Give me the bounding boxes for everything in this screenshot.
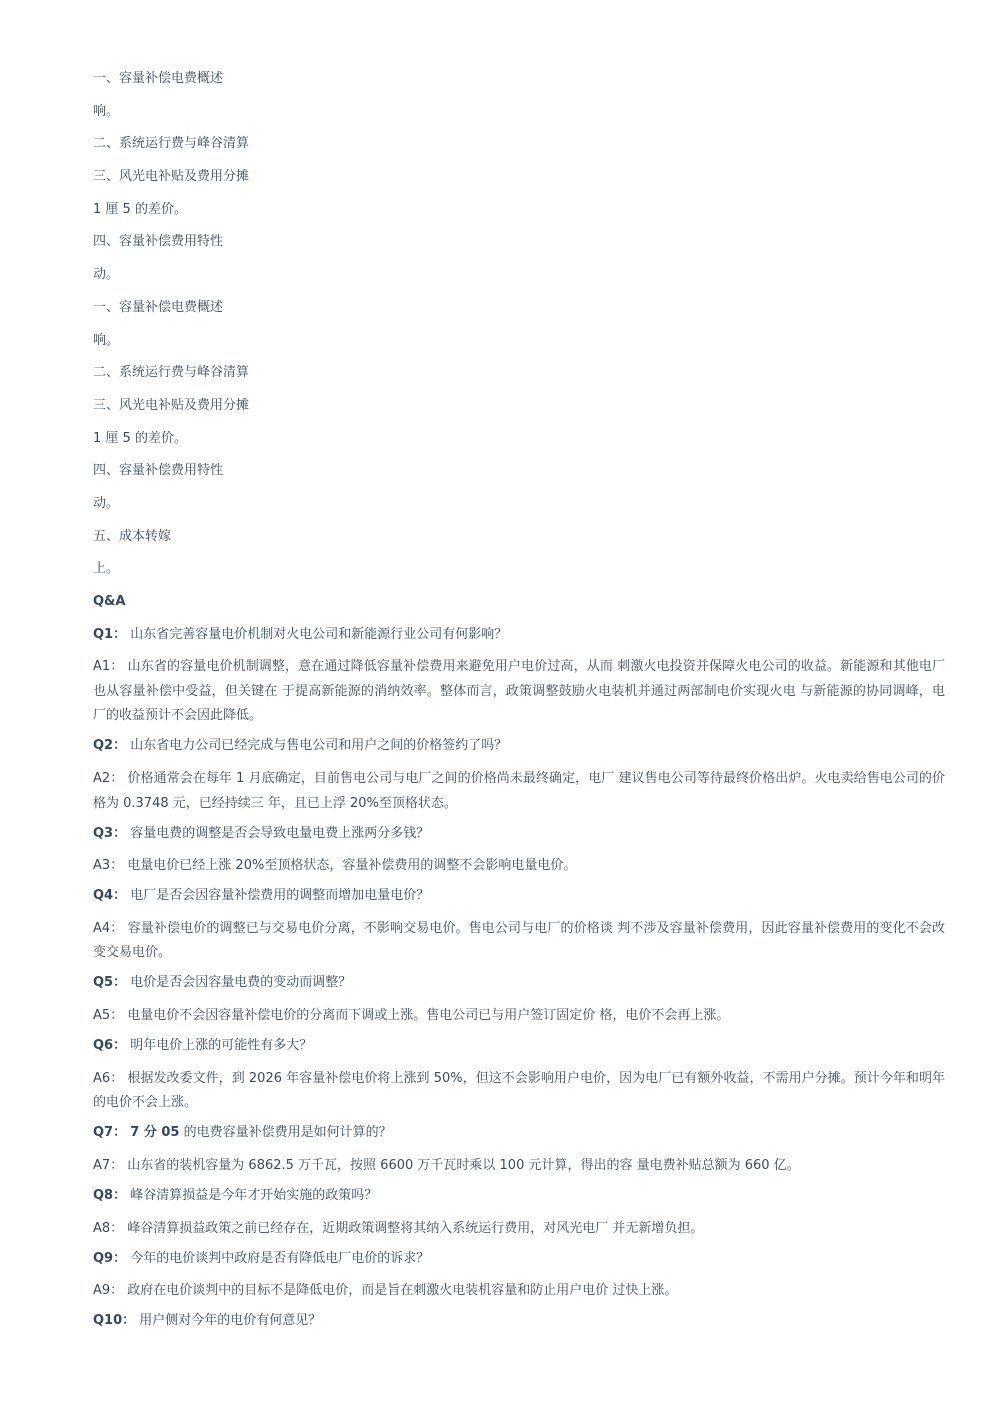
document-body <box>93 70 945 1345</box>
question-label: Q6： <box>93 1038 127 1054</box>
outline-line: 五、成本转嫁 <box>93 528 172 544</box>
outline-line: 响。 <box>93 103 120 119</box>
question <box>93 825 945 843</box>
question-text: 的电费容量补偿费用是如何计算的？ <box>183 1125 392 1141</box>
outline-line: 一、容量补偿电费概述 <box>93 71 224 86</box>
question <box>93 626 945 644</box>
answer: A8： 峰谷清算损益政策之前已经存在，近期政策调整将其纳入系统运行费用，对风光电厂 并无新增负担。 <box>93 1220 704 1236</box>
question <box>93 1124 945 1142</box>
answer: A2： 价格通常会在每年 1 月底确定，目前售电公司与电厂之间的价格尚未最终确定，电厂 建议售电公司等待最终价格出炉。火电卖给售电公司的价格为 0.3748 元，已经持续三 年，且已上浮 20%至顶格状态。 <box>93 771 945 811</box>
question-text: 用户侧对今年的电价有何意见？ <box>139 1313 322 1329</box>
outline-line: 二、系统运行费与峰谷清算 <box>93 136 250 152</box>
outline-line: 四、容量补偿费用特性 <box>93 234 224 250</box>
question <box>93 737 945 755</box>
outline-line: 上。 <box>93 561 120 577</box>
answer: A5： 电量电价不会因容量补偿电价的分离而下调或上涨。售电公司已与用户签订固定价 格，电价不会再上涨。 <box>93 1008 730 1024</box>
outline-line: 三、风光电补贴及费用分摊 <box>93 397 250 413</box>
question-label: Q3： <box>93 825 127 841</box>
outline-line: 1 厘 5 的差价。 <box>93 201 187 217</box>
question-label: Q8： <box>93 1188 127 1203</box>
question <box>93 1187 945 1205</box>
outline-line: 响。 <box>93 332 120 348</box>
outline-line: 动。 <box>93 495 120 511</box>
question-text: 容量电费的调整是否会导致电量电费上涨两分多钱？ <box>130 825 430 841</box>
qa-section <box>93 626 945 1331</box>
outline-line: 四、容量补偿费用特性 <box>93 463 224 479</box>
question-bold-text: 7 分 05 <box>130 1125 180 1141</box>
question-text: 峰谷清算损益是今年才开始实施的政策吗？ <box>130 1188 378 1203</box>
question-label: Q7： <box>93 1125 127 1141</box>
question-label: Q4： <box>93 888 127 904</box>
outline-line: 二、系统运行费与峰谷清算 <box>93 365 250 381</box>
question <box>93 1037 945 1055</box>
question-text: 明年电价上涨的可能性有多大？ <box>130 1038 313 1054</box>
question-text: 山东省电力公司已经完成与售电公司和用户之间的价格签约了吗？ <box>130 738 508 754</box>
question-label: Q1： <box>93 626 127 642</box>
question-label: Q10： <box>93 1313 136 1329</box>
outline-line: 三、风光电补贴及费用分摊 <box>93 169 250 185</box>
question <box>93 974 945 992</box>
outline-line: 动。 <box>93 267 120 283</box>
outline-line: 一、容量补偿电费概述 <box>93 299 224 315</box>
outline-section <box>93 70 945 578</box>
question-label: Q9： <box>93 1250 127 1266</box>
question <box>93 1250 945 1268</box>
answer: A4： 容量补偿电价的调整已与交易电价分离，不影响交易电价。售电公司与电厂的价格谈 判不涉及容量补偿费用，因此容量补偿费用的变化不会改变交易电价。 <box>93 920 945 961</box>
question-text: 山东省完善容量电价机制对火电公司和新能源行业公司有何影响？ <box>130 626 508 642</box>
answer: A7： 山东省的装机容量为 6862.5 万千瓦，按照 6600 万千瓦时乘以 100 元计算，得出的容 量电费补贴总额为 660 亿。 <box>93 1158 800 1173</box>
answer: A3： 电量电价已经上涨 20%至顶格状态，容量补偿费用的调整不会影响电量电价。 <box>93 858 577 874</box>
question-text: 电价是否会因容量电费的变动而调整？ <box>130 975 352 991</box>
question-text: 电厂是否会因容量补偿费用的调整而增加电量电价？ <box>130 888 430 904</box>
question <box>93 887 945 905</box>
qa-heading: Q&A <box>93 594 126 609</box>
outline-line: 1 厘 5 的差价。 <box>93 430 187 446</box>
answer: A6： 根据发改委文件，到 2026 年容量补偿电价将上涨到 50%，但这不会影响用户电价，因为电厂已有额外收益，不需用户分摊。预计今年和明年的电价不会上涨。 <box>93 1070 945 1111</box>
answer: A1： 山东省的容量电价机制调整，意在通过降低容量补偿费用来避免用户电价过高，从而 刺激火电投资并保障火电公司的收益。新能源和其他电厂也从容量补偿中受益，但关键在 于提高新能源的消纳效率。整体而言，政策调整鼓励火电装机并通过两部制电价实现火电 与新能源的协同调峰，电厂的收益预计不会因此降低。 <box>93 659 945 724</box>
answer: A9： 政府在电价谈判中的目标不是降低电价，而是旨在刺激火电装机容量和防止用户电价 过快上涨。 <box>93 1283 678 1299</box>
question-label: Q2： <box>93 738 127 754</box>
question-label: Q5： <box>93 975 127 991</box>
question-text: 今年的电价谈判中政府是否有降低电厂电价的诉求？ <box>130 1250 430 1266</box>
question <box>93 1312 945 1330</box>
